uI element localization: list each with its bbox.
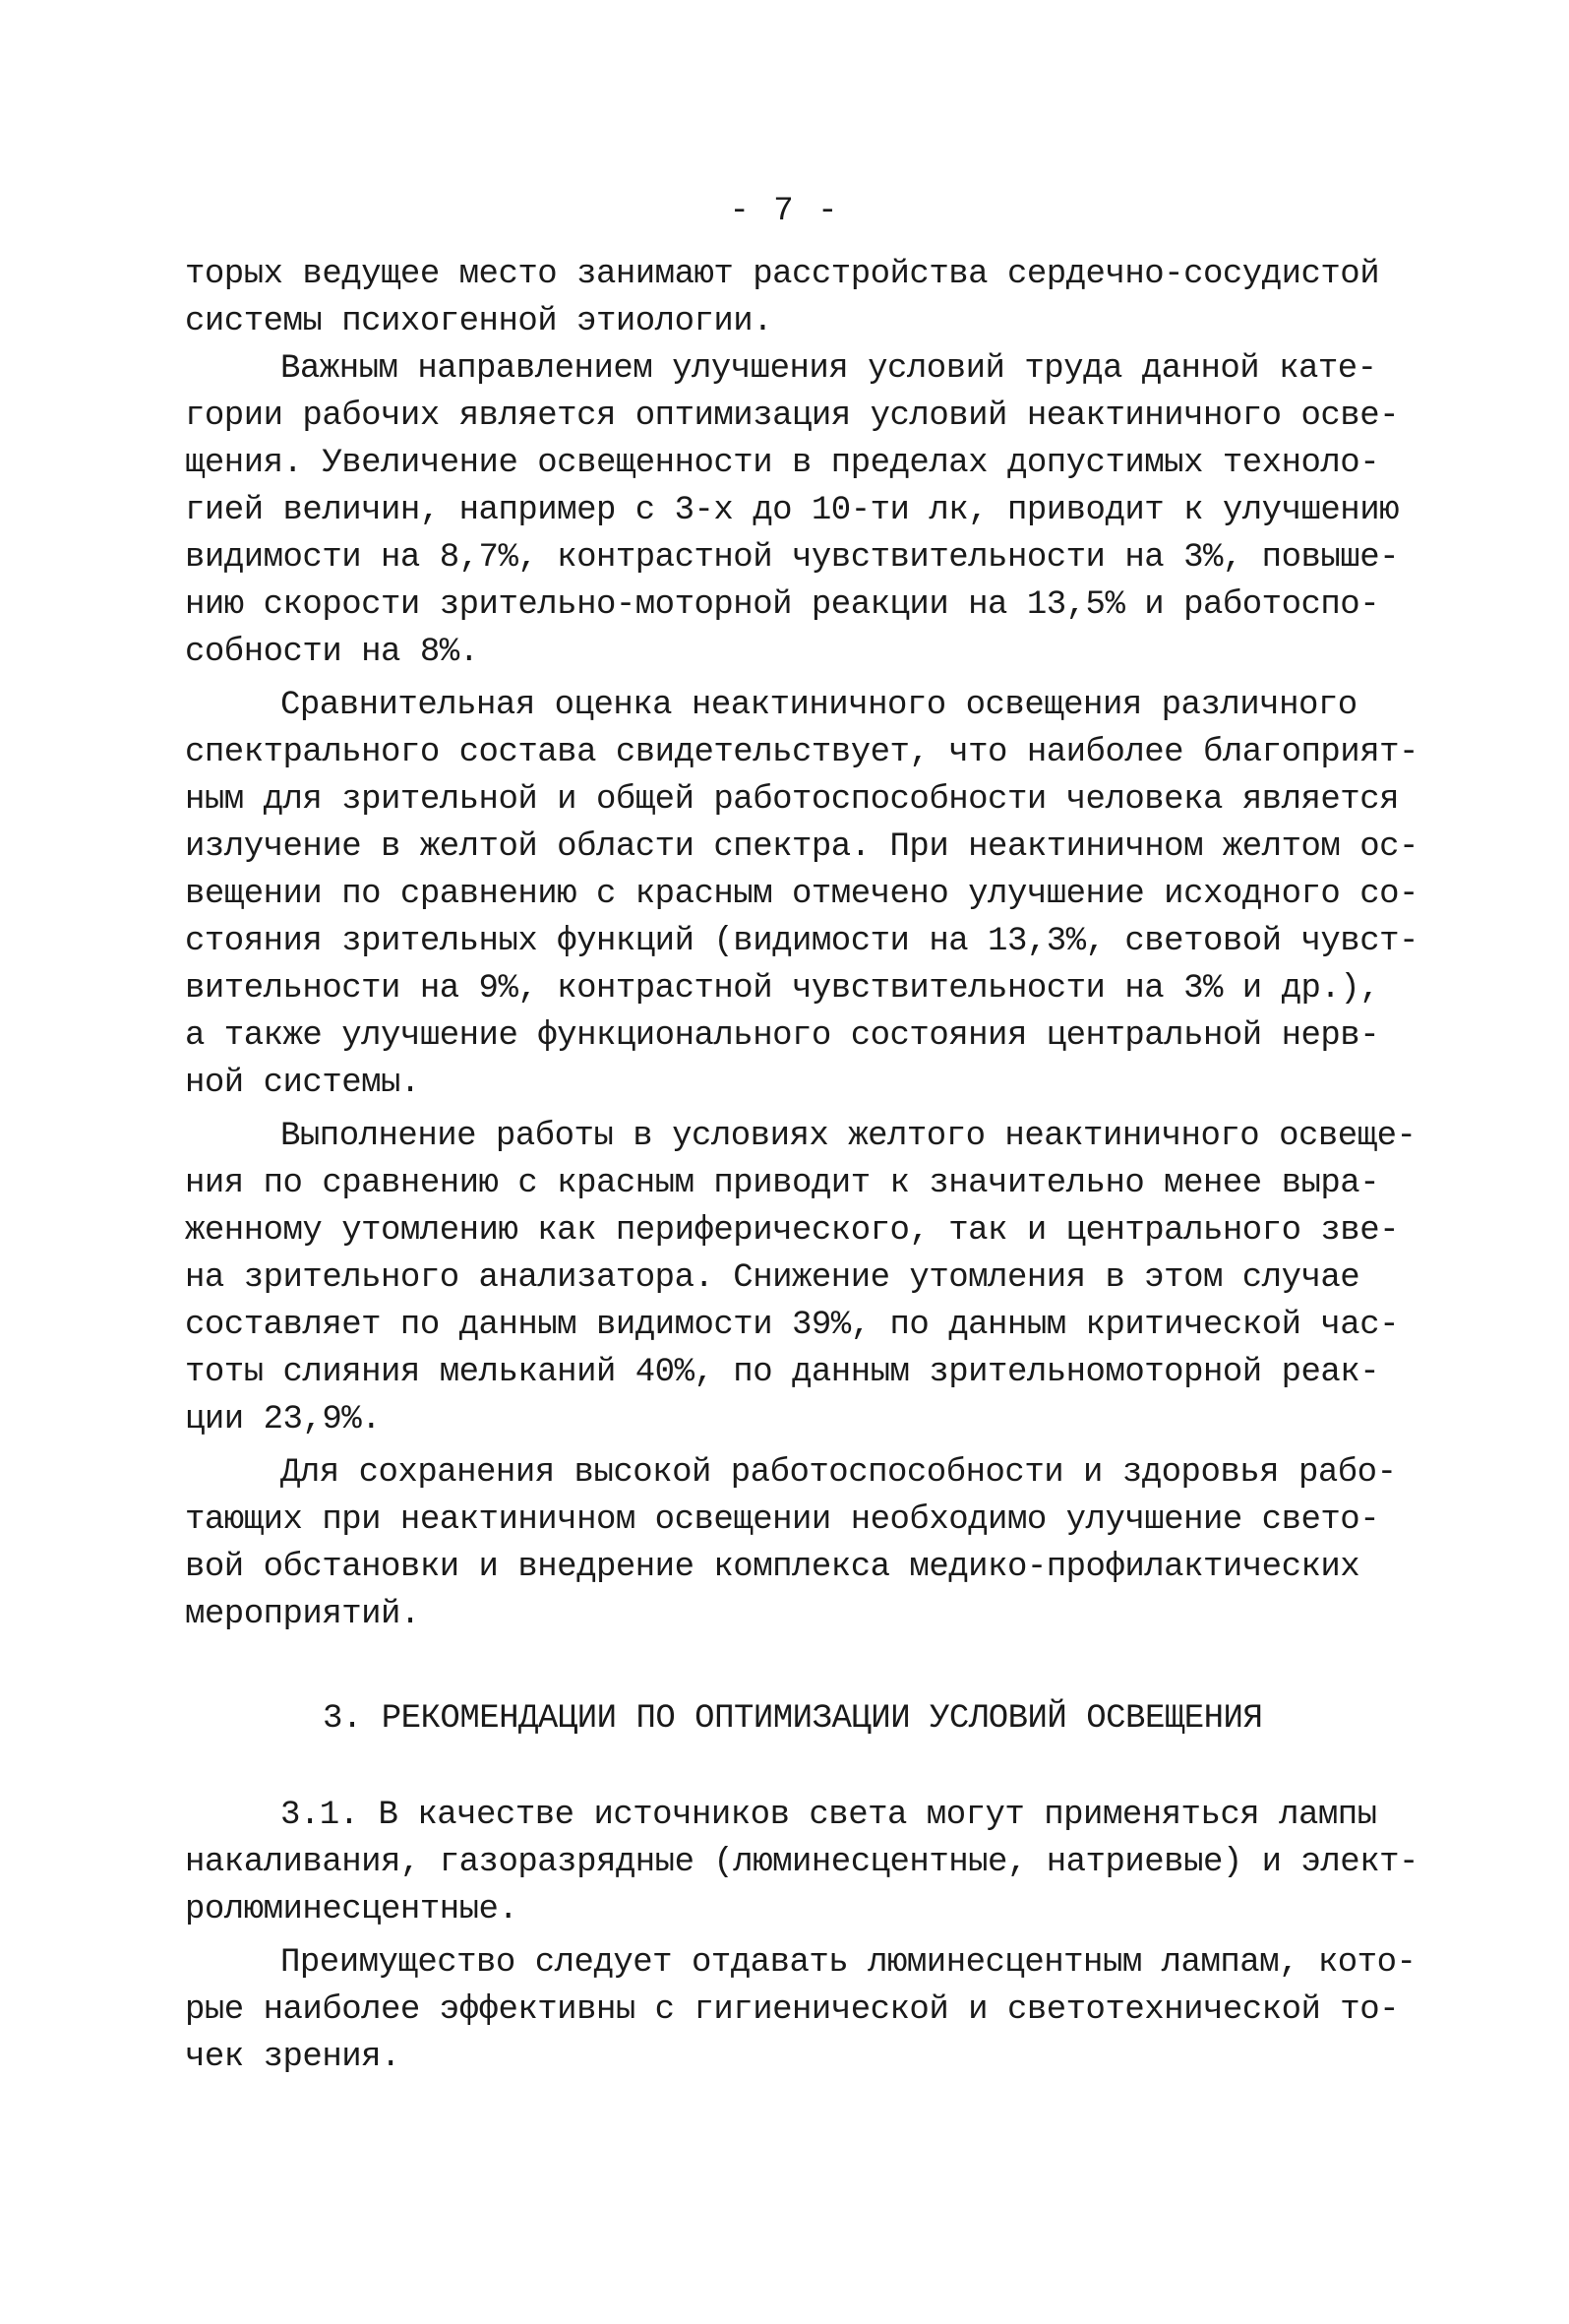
text-line: собности на 8%. — [185, 634, 479, 671]
paragraph-first-line: Важным направлением улучшения условий труда данной кате- — [280, 350, 1377, 388]
text-line: чек зрения. — [185, 2039, 400, 2076]
text-line: вещении по сравнению с красным отмечено улучшение исходного со- — [185, 876, 1418, 913]
text-line: тающих при неактиничном освещении необходимо улучшение свето- — [185, 1501, 1380, 1539]
text-line: стояния зрительных функций (видимости на 13,3%, световой чувст- — [185, 923, 1418, 960]
text-line: спектрального состава свидетельствует, что наиболее благоприят- — [185, 734, 1418, 771]
text-line: ции 23,9%. — [185, 1401, 382, 1438]
section-heading: 3. РЕКОМЕНДАЦИИ ПО ОПТИМИЗАЦИИ УСЛОВИЙ ОСВЕЩЕНИЯ — [323, 1700, 1263, 1738]
text-line: излучение в желтой области спектра. При неактиничном желтом ос- — [185, 828, 1418, 866]
text-line: гории рабочих является оптимизация условий неактиничного осве- — [185, 398, 1400, 435]
text-line: вой обстановки и внедрение комплекса медико-профилактических — [185, 1549, 1360, 1586]
text-line: гией величин, например с 3-х до 10-ти лк, приводит к улучшению — [185, 492, 1400, 529]
text-line: составляет по данным видимости 39%, по данным критической час- — [185, 1307, 1400, 1344]
page-number: - 7 - — [729, 193, 840, 230]
text-line: вительности на 9%, контрастной чувствительности на 3% и др.), — [185, 970, 1380, 1008]
text-line: системы психогенной этиологии. — [185, 303, 773, 340]
text-line: тоты слияния мельканий 40%, по данным зрительномоторной реак- — [185, 1354, 1380, 1391]
paragraph-first-line: Сравнительная оценка неактиничного освещения различного — [280, 687, 1358, 724]
text-line: на зрительного анализатора. Снижение утомления в этом случае — [185, 1259, 1360, 1297]
text-line: щения. Увеличение освещенности в пределах допустимых техноло- — [185, 445, 1380, 482]
text-line: мероприятий. — [185, 1596, 420, 1633]
paragraph-first-line: Преимущество следует отдавать люминесцентным лампам, кото- — [280, 1944, 1417, 1982]
text-line: ния по сравнению с красным приводит к значительно менее выра- — [185, 1165, 1380, 1202]
paragraph-first-line: 3.1. В качестве источников света могут применяться лампы — [280, 1797, 1377, 1834]
paragraph-first-line: Выполнение работы в условиях желтого неактиничного освеще- — [280, 1118, 1417, 1155]
text-line: а также улучшение функционального состояния центральной нерв- — [185, 1017, 1380, 1055]
text-line: нию скорости зрительно-моторной реакции на 13,5% и работоспо- — [185, 586, 1380, 624]
text-line: ной системы. — [185, 1065, 420, 1102]
text-line: торых ведущее место занимают расстройства сердечно-сосудистой — [185, 256, 1380, 293]
text-line: видимости на 8,7%, контрастной чувствительности на 3%, повыше- — [185, 539, 1400, 577]
text-line: женному утомлению как периферического, так и центрального зве- — [185, 1212, 1400, 1250]
paragraph-first-line: Для сохранения высокой работоспособности и здоровья рабо- — [280, 1454, 1397, 1492]
text-line: ролюминесцентные. — [185, 1891, 518, 1928]
text-line: накаливания, газоразрядные (люминесцентные, натриевые) и элект- — [185, 1844, 1418, 1881]
text-line: рые наиболее эффективны с гигиенической и светотехнической то- — [185, 1991, 1400, 2029]
text-line: ным для зрительной и общей работоспособности человека является — [185, 781, 1400, 819]
